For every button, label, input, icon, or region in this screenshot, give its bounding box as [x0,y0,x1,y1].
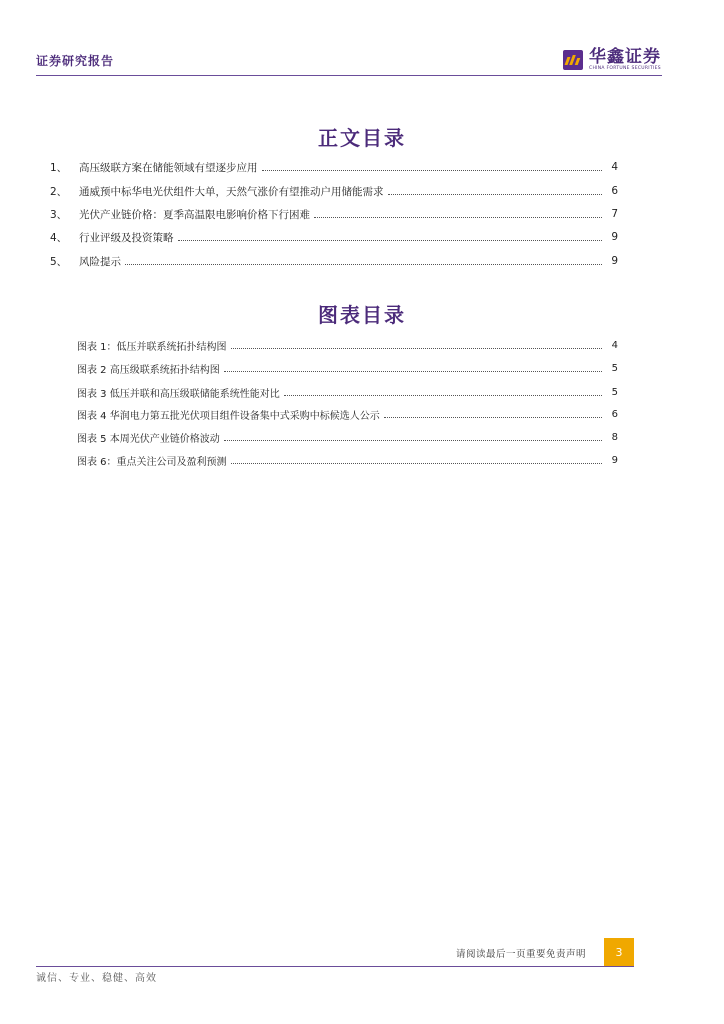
company-slogan: 诚信、专业、稳健、高效 [36,973,157,984]
dot-leader [262,170,603,171]
figure-entry-page: 8 [611,431,618,443]
toc-entry-title: 高压级联方案在储能领域有望逐步应用 [79,161,258,174]
footer-divider [36,966,634,967]
figure-entry[interactable] [77,429,618,445]
toc-entry[interactable] [50,253,618,269]
dot-leader [125,264,602,265]
figure-entry[interactable] [77,337,618,353]
logo-english-name: CHINA FORTUNE SECURITIES [589,66,661,71]
figure-entry[interactable] [77,360,618,376]
dot-leader [231,348,602,349]
toc-title: 正文目录 [318,126,406,150]
toc-entry[interactable] [50,206,618,222]
figure-entry[interactable] [77,452,618,468]
dot-leader [224,440,602,441]
figure-entry-page: 9 [611,454,618,466]
figure-entry-title: 图表 6：重点关注公司及盈利预测 [77,456,227,468]
toc-entry-number: 3、 [50,208,68,221]
figure-entry-title: 图表 2 高压级联系统拓扑结构图 [77,364,220,376]
figure-entry[interactable] [77,384,618,400]
disclaimer-notice: 请阅读最后一页重要免责声明 [456,949,587,960]
figure-entry-title: 图表 3 低压并联和高压级联储能系统性能对比 [77,388,280,400]
company-logo [563,48,661,72]
toc-entry-title: 通威预中标华电光伏组件大单，天然气涨价有望推动户用储能需求 [79,185,384,198]
figure-entry-title: 图表 5 本周光伏产业链价格波动 [77,433,220,445]
figure-entry-page: 5 [611,386,618,398]
toc-entry[interactable] [50,159,618,175]
toc-entry-number: 2、 [50,185,68,198]
toc-entry-page: 7 [611,208,618,220]
dot-leader [231,463,602,464]
figure-entry-page: 6 [611,408,618,420]
page-number-badge: 3 [604,938,634,966]
toc-entry-number: 5、 [50,255,68,268]
toc-entry-title: 光伏产业链价格：夏季高温限电影响价格下行困难 [79,208,310,221]
logo-chinese-name: 华鑫证券 [589,47,661,67]
toc-entry-number: 4、 [50,231,68,244]
toc-entry[interactable] [50,183,618,199]
toc-entry-page: 6 [611,185,618,197]
dot-leader [284,395,602,396]
dot-leader [384,417,602,418]
dot-leader [314,217,602,218]
dot-leader [224,371,602,372]
toc-entry-number: 1、 [50,161,68,174]
dot-leader [388,194,603,195]
toc-entry[interactable] [50,229,618,245]
dot-leader [178,240,603,241]
toc-entry-title: 行业评级及投资策略 [79,231,174,244]
figure-entry-title: 图表 4 华润电力第五批光伏项目组件设备集中式采购中标候选人公示 [77,410,380,422]
figures-title: 图表目录 [318,303,406,327]
report-type-label: 证券研究报告 [36,54,115,68]
figure-entry-page: 4 [611,339,618,351]
figure-entry-title: 图表 1：低压并联系统拓扑结构图 [77,341,227,353]
figure-entry-page: 5 [611,362,618,374]
logo-mark-icon [563,50,583,70]
header-divider [36,75,662,76]
figure-entry[interactable] [77,406,618,422]
toc-entry-title: 风险提示 [79,255,121,268]
toc-entry-page: 4 [611,161,618,173]
toc-entry-page: 9 [611,231,618,243]
toc-entry-page: 9 [611,255,618,267]
